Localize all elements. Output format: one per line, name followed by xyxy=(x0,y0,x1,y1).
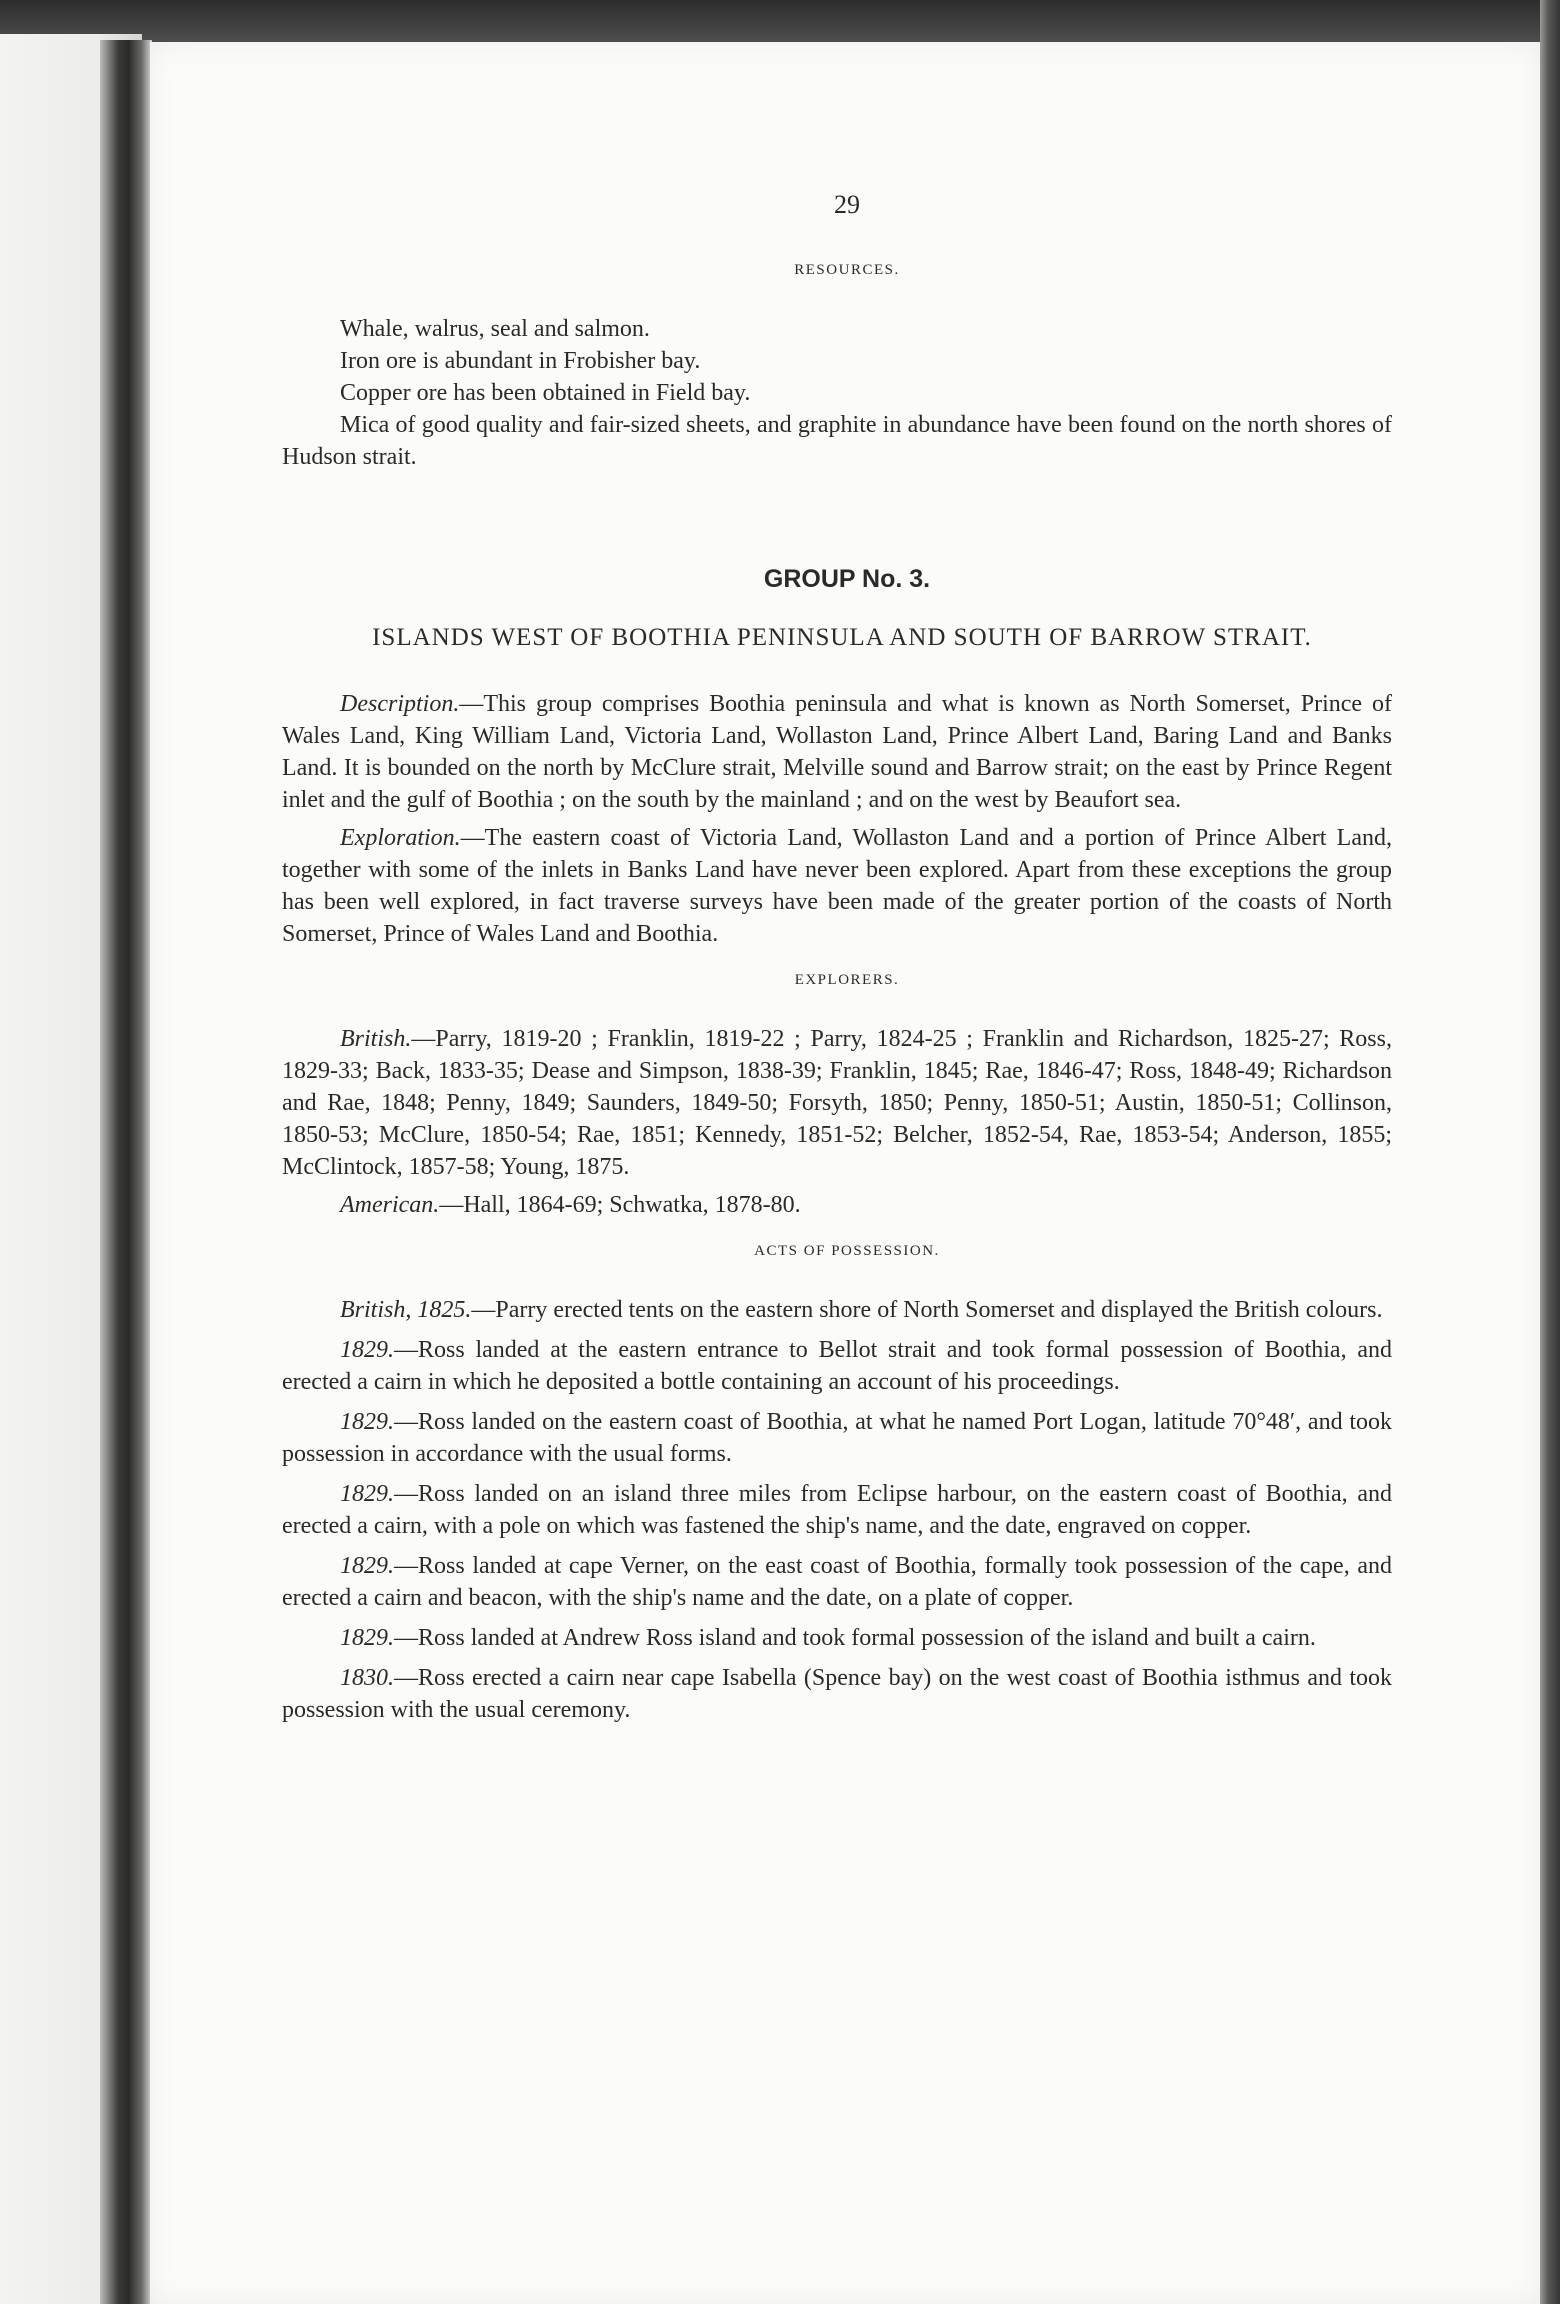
act-entry-lead: 1829. xyxy=(340,1337,394,1363)
act-entry-lead: 1829. xyxy=(340,1481,394,1507)
exploration-paragraph xyxy=(282,822,1392,950)
book-spine xyxy=(100,40,152,2304)
act-entry xyxy=(282,1478,1392,1542)
description-text: —This group comprises Boothia peninsula and what is known as North Somerset, Prince of Wales Land, King William Land, Victoria Land, Wollaston Land, Prince Albert Land, Baring Land and Banks Land. It is bounded on the north by McClure strait, Melville sound and Barrow strait; on the east by Prince Regent inlet and the gulf of Boothia ; on the south by the mainland ; and on the west by Beaufort sea. xyxy=(282,691,1392,813)
act-entry-lead: 1829. xyxy=(340,1409,394,1435)
act-entry-text: —Ross landed at the eastern entrance to Bellot strait and took formal possession of Boothia, and erected a cairn in which he deposited a bottle containing an account of his proceedings. xyxy=(282,1337,1392,1395)
act-entry-text: —Ross landed at cape Verner, on the east coast of Boothia, formally took possession of the cape, and erected a cairn and beacon, with the ship's name and the date, on a plate of copper. xyxy=(282,1553,1392,1611)
act-entry xyxy=(282,1550,1392,1614)
british-explorers-paragraph xyxy=(282,1023,1392,1183)
resources-line: Mica of good quality and fair-sized sheets, and graphite in abundance have been found on the north shores of Hudson strait. xyxy=(282,412,1392,470)
exploration-lead: Exploration. xyxy=(340,825,461,851)
scan-right-edge xyxy=(1540,0,1560,2304)
group-title: GROUP No. 3. xyxy=(763,565,931,593)
act-entry-text: —Ross landed on an island three miles from Eclipse harbour, on the eastern coast of Boothia, and erected a cairn, with a pole on which was fastened the ship's name, and the date, engraved on copper. xyxy=(282,1481,1392,1539)
act-entry xyxy=(282,1622,1392,1654)
act-entry-text: —Ross landed on the eastern coast of Boothia, at what he named Port Logan, latitude 70°48′, and took possession in accordance with the usual forms. xyxy=(282,1409,1392,1467)
page-content xyxy=(282,190,1392,1734)
british-explorers-lead: British. xyxy=(340,1026,412,1052)
resources-list xyxy=(282,313,1392,473)
act-entry-text: —Ross erected a cairn near cape Isabella (Spence bay) on the west coast of Boothia isthmus and took possession with the usual ceremony. xyxy=(282,1665,1392,1723)
group-subtitle: ISLANDS WEST OF BOOTHIA PENINSULA AND SOUTH OF BARROW STRAIT. xyxy=(372,624,1312,651)
explorers-heading: EXPLORERS. xyxy=(794,972,900,988)
act-entry-lead: 1829. xyxy=(340,1553,394,1579)
resources-line: Copper ore has been obtained in Field bay. xyxy=(340,380,751,406)
scan-top-edge xyxy=(0,0,1560,42)
resources-line: Iron ore is abundant in Frobisher bay. xyxy=(340,348,701,374)
act-entry xyxy=(282,1334,1392,1398)
american-explorers-lead: American. xyxy=(340,1192,440,1218)
page-number: 29 xyxy=(834,190,860,219)
british-explorers-text: —Parry, 1819-20 ; Franklin, 1819-22 ; Parry, 1824-25 ; Franklin and Richardson, 1825-27; Ross, 1829-33; Back, 1833-35; Dease and Simpson, 1838-39; Franklin, 1845; Rae, 1846-47; Ross, 1848-49; Richardson and Rae, 1848; Penny, 1849; Saunders, 1849-50; Forsyth, 1850; Penny, 1850-51; Austin, 1850-51; Collinson, 1850-53; McClure, 1850-54; Rae, 1851; Kennedy, 1851-52; Belcher, 1852-54, Rae, 1853-54; Anderson, 1855; McClintock, 1857-58; Young, 1875. xyxy=(282,1026,1392,1180)
act-entry-text: —Ross landed at Andrew Ross island and took formal possession of the island and built a cairn. xyxy=(394,1625,1316,1651)
act-entry xyxy=(282,1294,1392,1326)
resources-line: Whale, walrus, seal and salmon. xyxy=(340,316,650,342)
american-explorers-paragraph xyxy=(282,1189,1392,1221)
act-entry xyxy=(282,1406,1392,1470)
resources-heading: RESOURCES. xyxy=(794,262,900,278)
american-explorers-text: —Hall, 1864-69; Schwatka, 1878-80. xyxy=(439,1192,801,1218)
description-lead: Description. xyxy=(340,691,460,717)
acts-heading: ACTS OF POSSESSION. xyxy=(754,1243,940,1259)
description-paragraph xyxy=(282,688,1392,816)
act-entry-lead: British, 1825. xyxy=(340,1297,472,1323)
exploration-text: —The eastern coast of Victoria Land, Wollaston Land and a portion of Prince Albert Land, together with some of the inlets in Banks Land have never been explored. Apart from these exceptions the group has been well explored, in fact traverse surveys have been made of the greater portion of the coasts of North Somerset, Prince of Wales Land and Boothia. xyxy=(282,825,1392,947)
act-entry-lead: 1830. xyxy=(340,1665,394,1691)
act-entry-text: —Parry erected tents on the eastern shore of North Somerset and displayed the British colours. xyxy=(471,1297,1383,1323)
act-entry xyxy=(282,1662,1392,1726)
act-entry-lead: 1829. xyxy=(340,1625,394,1651)
